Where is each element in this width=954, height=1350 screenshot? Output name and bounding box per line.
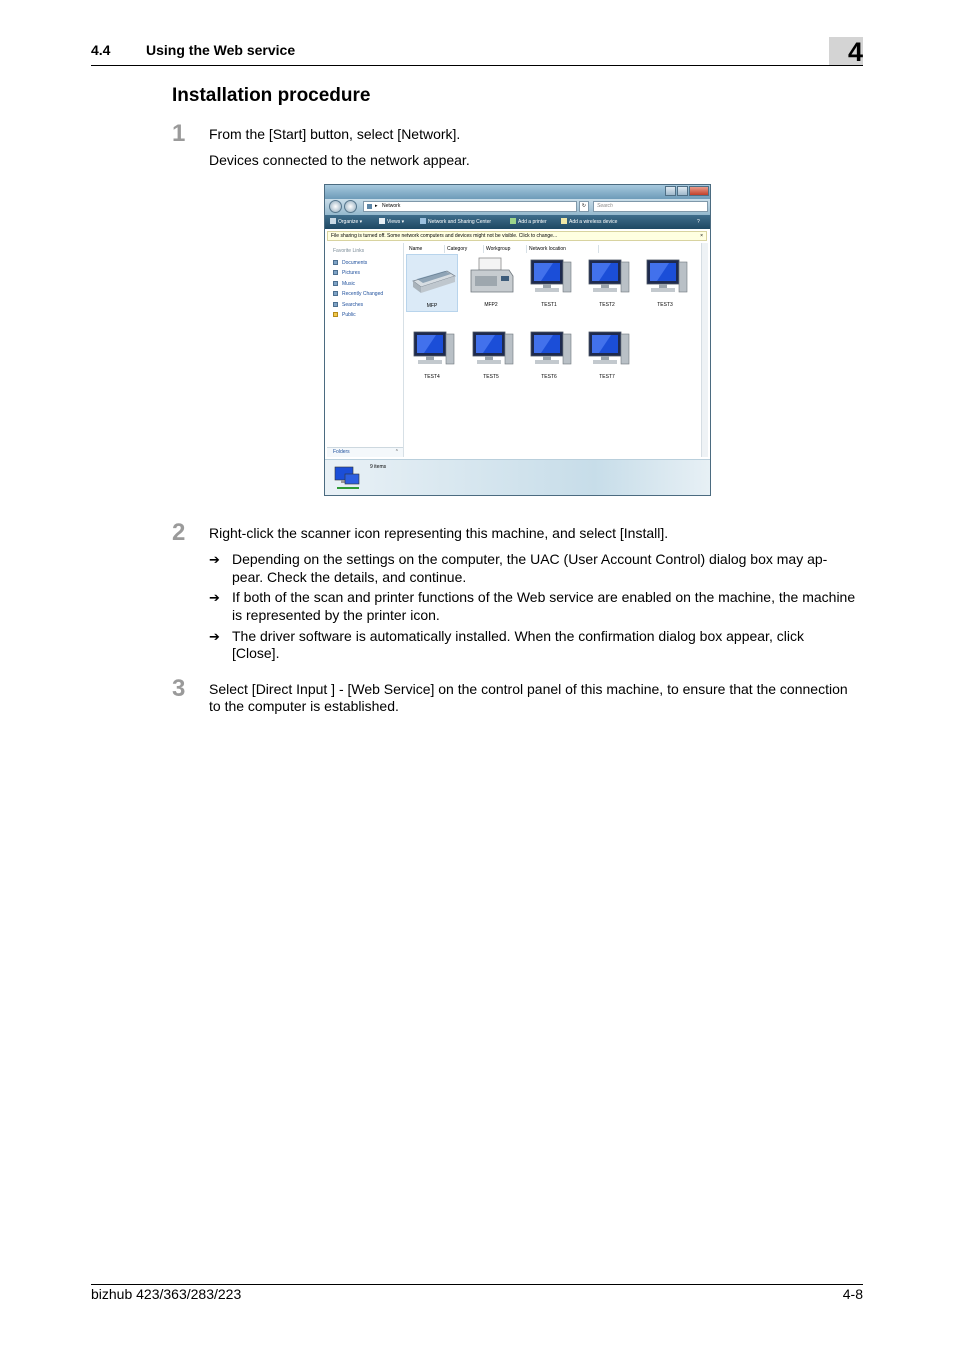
step-text: to the computer is established. bbox=[209, 698, 399, 714]
network-computers-icon bbox=[333, 464, 363, 492]
window-title-bar bbox=[325, 185, 710, 199]
views-icon bbox=[379, 218, 385, 224]
minimize-icon[interactable] bbox=[665, 186, 676, 196]
wireless-icon bbox=[561, 218, 567, 224]
device-label: TEST1 bbox=[541, 302, 557, 308]
page-title: Installation procedure bbox=[172, 85, 371, 106]
vertical-scrollbar[interactable] bbox=[701, 243, 708, 457]
network-window-screenshot bbox=[324, 184, 711, 496]
header-section-number: 4.4 bbox=[91, 42, 111, 58]
forward-icon[interactable] bbox=[344, 200, 357, 213]
footer-rule bbox=[91, 1284, 863, 1285]
network-sharing-center-button[interactable]: Network and Sharing Center bbox=[420, 215, 491, 229]
computer-icon bbox=[523, 326, 575, 372]
device-item[interactable] bbox=[639, 254, 691, 312]
item-count: 9 items bbox=[370, 464, 387, 470]
device-item[interactable] bbox=[406, 254, 458, 312]
footer-page-number: 4-8 bbox=[842, 1286, 863, 1302]
maximize-icon[interactable] bbox=[677, 186, 688, 196]
music-icon bbox=[333, 281, 338, 286]
device-label: TEST5 bbox=[483, 374, 499, 380]
breadcrumb-arrow-icon: ▸ bbox=[375, 203, 378, 209]
arrow-bullet-icon: ➔ bbox=[209, 629, 220, 644]
device-label: TEST2 bbox=[599, 302, 615, 308]
device-label: TEST7 bbox=[599, 374, 615, 380]
file-list bbox=[405, 243, 700, 457]
search-input[interactable]: Search bbox=[593, 201, 708, 212]
footer-product: bizhub 423/363/283/223 bbox=[91, 1286, 242, 1302]
printer-small-icon bbox=[510, 218, 516, 224]
chevron-up-icon: ⌃ bbox=[394, 449, 399, 455]
computer-icon bbox=[581, 254, 633, 300]
nav-item-pictures[interactable]: Pictures bbox=[333, 270, 360, 276]
views-button[interactable]: Views ▾ bbox=[379, 215, 404, 229]
favorite-links-heading: Favorite Links bbox=[333, 248, 365, 254]
computer-icon bbox=[523, 254, 575, 300]
column-header-category[interactable]: Category bbox=[445, 245, 484, 253]
arrow-bullet-icon: ➔ bbox=[209, 590, 220, 605]
close-icon[interactable] bbox=[689, 186, 709, 196]
device-item[interactable] bbox=[523, 254, 575, 312]
add-wireless-device-button[interactable]: Add a wireless device bbox=[561, 215, 617, 229]
back-icon[interactable] bbox=[329, 200, 342, 213]
bullet-line: Depending on the settings on the computer, the UAC (User Account Control) dialog box may ap- bbox=[232, 551, 828, 567]
device-label: MFP2 bbox=[484, 302, 498, 308]
step-text: From the [Start] button, select [Network]. bbox=[209, 126, 461, 142]
folders-label: Folders bbox=[333, 449, 350, 455]
device-item[interactable] bbox=[581, 326, 633, 384]
details-pane bbox=[325, 459, 710, 495]
device-label: TEST4 bbox=[424, 374, 440, 380]
computer-icon bbox=[639, 254, 691, 300]
column-header-network-location[interactable]: Network location bbox=[527, 245, 599, 253]
device-label: TEST6 bbox=[541, 374, 557, 380]
device-label: TEST3 bbox=[657, 302, 673, 308]
computer-icon bbox=[406, 326, 458, 372]
arrow-bullet-icon: ➔ bbox=[209, 552, 220, 567]
add-printer-button[interactable]: Add a printer bbox=[510, 215, 547, 229]
pictures-icon bbox=[333, 270, 338, 275]
step-text: Select [Direct Input ] - [Web Service] on the control panel of this machine, to ensure that the connection bbox=[209, 681, 848, 697]
organize-button[interactable]: Organize ▾ bbox=[330, 215, 362, 229]
nav-item-searches[interactable]: Searches bbox=[333, 302, 363, 308]
network-folder-icon bbox=[367, 204, 372, 209]
device-item[interactable] bbox=[523, 326, 575, 384]
computer-icon bbox=[581, 326, 633, 372]
device-item[interactable] bbox=[465, 254, 517, 312]
bullet-line: pear. Check the details, and continue. bbox=[232, 569, 467, 585]
chapter-number: 4 bbox=[847, 37, 863, 67]
info-close-icon[interactable]: × bbox=[700, 233, 703, 239]
searches-icon bbox=[333, 302, 338, 307]
bullet-line: The driver software is automatically installed. When the confirmation dialog box appear, click bbox=[232, 628, 804, 644]
organize-icon bbox=[330, 218, 336, 224]
step-number: 3 bbox=[172, 675, 186, 702]
nav-item-public[interactable]: Public bbox=[333, 312, 356, 318]
public-folder-icon bbox=[333, 312, 338, 317]
printer-icon bbox=[465, 254, 517, 300]
device-item[interactable] bbox=[465, 326, 517, 384]
bullet-line: If both of the scan and printer functions of the Web service are enabled on the machine, the machine bbox=[232, 589, 856, 605]
step-note: Devices connected to the network appear. bbox=[209, 152, 470, 168]
step-number: 2 bbox=[172, 519, 186, 546]
info-bar[interactable] bbox=[327, 231, 707, 241]
recently-changed-icon bbox=[333, 291, 338, 296]
bullet-line: [Close]. bbox=[232, 645, 280, 661]
refresh-icon[interactable]: ↻ bbox=[579, 201, 589, 212]
command-toolbar bbox=[325, 215, 710, 229]
nav-item-documents[interactable]: Documents bbox=[333, 260, 367, 266]
computer-icon bbox=[465, 326, 517, 372]
navigation-pane bbox=[327, 243, 404, 457]
header-rule bbox=[91, 65, 863, 66]
device-item[interactable] bbox=[406, 326, 458, 384]
device-item[interactable] bbox=[581, 254, 633, 312]
help-icon[interactable]: ? bbox=[697, 219, 700, 225]
network-center-icon bbox=[420, 218, 426, 224]
address-field[interactable] bbox=[363, 201, 577, 212]
folders-toggle[interactable] bbox=[327, 447, 403, 457]
header-section-title: Using the Web service bbox=[146, 42, 296, 58]
address-bar bbox=[325, 199, 710, 215]
column-header-workgroup[interactable]: Workgroup bbox=[484, 245, 527, 253]
column-header-name[interactable]: Name bbox=[407, 245, 445, 253]
address-text: Network bbox=[382, 203, 401, 209]
step-text: Right-click the scanner icon representing this machine, and select [Install]. bbox=[209, 525, 669, 541]
info-bar-text: File sharing is turned off. Some network computers and devices might not be visible. Click to change... bbox=[331, 233, 558, 239]
documents-icon bbox=[333, 260, 338, 265]
scanner-icon bbox=[407, 255, 459, 301]
nav-item-recently-changed[interactable]: Recently Changed bbox=[333, 291, 383, 297]
device-label: MFP bbox=[426, 303, 438, 309]
bullet-line: is represented by the printer icon. bbox=[232, 607, 440, 623]
nav-item-music[interactable]: Music bbox=[333, 281, 355, 287]
step-number: 1 bbox=[172, 120, 186, 147]
